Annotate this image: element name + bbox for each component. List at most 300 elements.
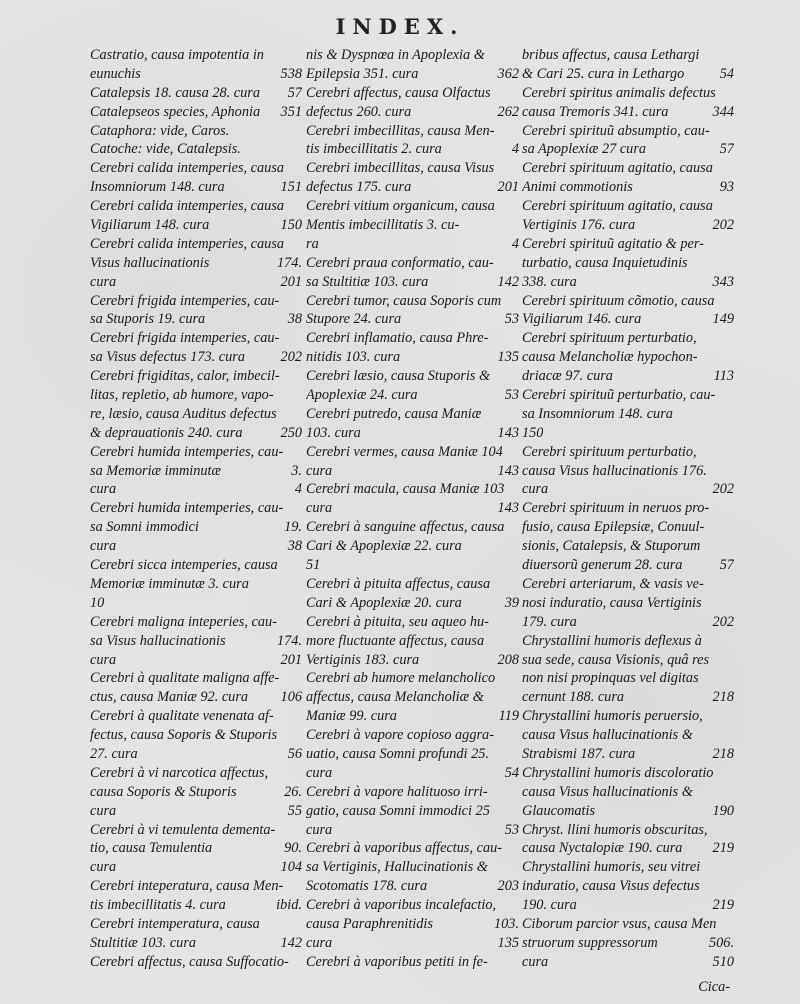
index-line: [306, 367, 519, 386]
index-line: [522, 424, 734, 443]
index-line: [522, 726, 734, 745]
index-entry-text: sa Somni immodici: [90, 519, 199, 536]
index-entry-text: more fluctuante affectus, causa: [306, 632, 485, 649]
index-page-ref: [730, 821, 734, 840]
index-entry-text: Catalepseos species, Aphonia: [90, 103, 261, 120]
index-page-ref: 262: [497, 103, 519, 120]
index-line: [306, 273, 519, 292]
index-page-ref: [298, 575, 302, 594]
index-entry-text: struorum suppressorum: [522, 934, 658, 951]
index-entry-text: Cerebri vitium organicum, causa: [306, 198, 495, 215]
index-entry-text: Cerebri à vi temulenta dementa-: [90, 821, 276, 838]
index-page-ref: 202: [712, 613, 734, 630]
index-line: [90, 348, 302, 367]
index-entry-text: 103. cura: [306, 424, 361, 441]
index-line: [522, 140, 734, 159]
index-line: [522, 462, 734, 481]
index-page-ref: [730, 726, 734, 745]
index-line: [90, 858, 302, 877]
index-page-ref: [515, 613, 519, 632]
index-entry-text: Memoriæ imminutæ 3. cura: [90, 575, 249, 592]
index-line: [90, 405, 302, 424]
index-page-ref: [298, 367, 302, 386]
index-entry-text: causa Paraphrenitidis: [306, 915, 433, 932]
index-page-ref: [730, 518, 734, 537]
index-line: [306, 443, 519, 462]
index-page-ref: [730, 329, 734, 348]
index-entry-text: Stupore 24. cura: [306, 311, 402, 328]
index-page-ref: [730, 575, 734, 594]
index-line: [90, 46, 302, 65]
index-entry-text: Cerebri spirituum perturbatio,: [522, 443, 697, 460]
index-page-ref: [298, 122, 302, 141]
index-line: [522, 235, 734, 254]
index-entry-text: Stultitiæ 103. cura: [90, 934, 197, 951]
index-page-ref: [298, 556, 302, 575]
index-page-ref: [730, 877, 734, 896]
index-page-ref: [515, 953, 519, 972]
index-entry-text: ra: [306, 235, 319, 252]
index-line: [306, 159, 519, 178]
index-entry-text: Cerebri à vaporibus incalefactio,: [306, 897, 497, 914]
index-entry-text: sa Visus hallucinationis: [90, 632, 226, 649]
index-line: [306, 386, 519, 405]
index-line: [306, 197, 519, 216]
index-page-ref: [730, 254, 734, 273]
index-entry-text: Cerebri frigiditas, calor, imbecil-: [90, 368, 280, 385]
index-line: [306, 783, 519, 802]
index-page-ref: [298, 140, 302, 159]
index-page-ref: [730, 537, 734, 556]
index-line: [306, 140, 519, 159]
index-entry-text: non nisi propinquas vel digitas: [522, 670, 699, 687]
index-line: [90, 745, 302, 764]
index-line: [522, 877, 734, 896]
index-page-ref: [730, 858, 734, 877]
index-entry-text: Cerebri sicca intemperies, causa: [90, 557, 278, 574]
index-line: [306, 688, 519, 707]
index-line: [306, 65, 519, 84]
index-entry-text: Chrystallini humoris discoloratio: [522, 764, 714, 781]
index-entry-text: Vigiliarum 146. cura: [522, 311, 642, 328]
index-line: [522, 405, 734, 424]
index-entry-text: Cerebri calida intemperies, causa: [90, 198, 285, 215]
index-line: [306, 556, 519, 575]
index-entry-text: cura: [306, 462, 333, 479]
index-page-ref: 103.: [493, 915, 519, 932]
index-entry-text: 27. cura: [90, 745, 138, 762]
index-line: [306, 84, 519, 103]
index-page-ref: [730, 424, 734, 443]
index-line: [522, 443, 734, 462]
index-page-ref: [515, 802, 519, 821]
index-entry-text: Mentis imbecillitatis 3. cu-: [306, 217, 460, 234]
index-line: [90, 499, 302, 518]
index-line: [90, 480, 302, 499]
index-line: [90, 329, 302, 348]
index-page-ref: 142: [280, 934, 302, 951]
index-entry-text: Cerebri spirituum perturbatio,: [522, 330, 697, 347]
index-entry-text: causa Visus hallucinationis 176.: [522, 462, 707, 479]
index-line: [90, 764, 302, 783]
index-page-ref: [515, 783, 519, 802]
index-entry-text: fusio, causa Epilepsiæ, Conuul-: [522, 519, 705, 536]
index-page-ref: [515, 858, 519, 877]
index-line: [522, 348, 734, 367]
index-entry-text: cura: [90, 538, 117, 555]
index-line: [306, 537, 519, 556]
index-line: [522, 594, 734, 613]
index-entry-text: fectus, causa Soporis & Stuporis: [90, 727, 278, 744]
index-page-ref: 143: [497, 500, 519, 517]
index-line: [90, 235, 302, 254]
index-entry-text: Epilepsia 351. cura: [306, 65, 419, 82]
index-entry-text: Chryst. llini humoris obscuritas,: [522, 821, 708, 838]
index-entry-text: Cerebri læsio, causa Stuporis &: [306, 368, 491, 385]
index-page-ref: 343: [712, 273, 734, 290]
index-entry-text: 10: [90, 594, 105, 611]
index-page-ref: 202: [712, 481, 734, 498]
index-line: [306, 122, 519, 141]
index-line: [306, 499, 519, 518]
index-entry-text: Cerebri calida intemperies, causa: [90, 235, 285, 252]
index-entry-text: cura: [306, 821, 333, 838]
index-entry-text: Cerebri à qualitate maligna affe-: [90, 670, 280, 687]
index-line: [522, 707, 734, 726]
index-entry-text: driacæ 97. cura: [522, 368, 613, 385]
index-page-ref: [298, 594, 302, 613]
index-entry-text: cura: [522, 481, 549, 498]
index-entry-text: causa Visus hallucinationis &: [522, 783, 693, 800]
index-line: [90, 140, 302, 159]
index-entry-text: Cerebri calida intemperies, causa: [90, 160, 285, 177]
index-page-ref: 202: [280, 349, 302, 366]
index-entry-text: tis imbecillitatis 2. cura: [306, 141, 442, 158]
index-line: [90, 65, 302, 84]
index-entry-text: litas, repletio, ab humore, vapo-: [90, 387, 274, 404]
index-line: [522, 669, 734, 688]
index-entry-text: Castratio, causa impotentia in: [90, 47, 264, 63]
index-entry-text: Cerebri humida intemperies, cau-: [90, 500, 284, 517]
index-line: [90, 839, 302, 858]
index-page-ref: [515, 159, 519, 178]
index-entry-text: 190. cura: [522, 897, 577, 914]
index-entry-text: cura: [90, 481, 117, 498]
index-page-ref: 142: [497, 273, 519, 290]
index-page-ref: [515, 329, 519, 348]
index-entry-text: induratio, causa Visus defectus: [522, 878, 700, 895]
index-page-ref: 104: [280, 859, 302, 876]
index-page-ref: [730, 669, 734, 688]
index-page-ref: 174.: [276, 254, 302, 271]
index-line: [306, 613, 519, 632]
index-line: [90, 632, 302, 651]
index-entry-text: Chrystallini humoris, seu vitrei: [522, 859, 701, 876]
index-entry-text: cura: [306, 500, 333, 517]
index-entry-text: Ciborum parcior vsus, causa Men: [522, 915, 717, 932]
index-page-ref: ibid.: [276, 897, 302, 914]
index-line: [306, 802, 519, 821]
index-entry-text: Cerebri intemperatura, causa: [90, 915, 260, 932]
index-page-ref: [515, 896, 519, 915]
index-page-ref: 119: [498, 708, 519, 725]
index-line: [90, 424, 302, 443]
index-page-ref: 53: [504, 821, 519, 838]
index-page-ref: [515, 84, 519, 103]
index-line: [522, 197, 734, 216]
index-line: [90, 953, 302, 972]
index-entry-text: cura: [90, 273, 117, 290]
index-page-ref: 150: [280, 217, 302, 234]
catchword: Cica-: [698, 979, 730, 995]
index-entry-text: Cerebri à sanguine affectus, causa: [306, 519, 505, 536]
index-page-ref: [298, 764, 302, 783]
index-line: [306, 329, 519, 348]
index-entry-text: cura: [522, 953, 549, 970]
index-entry-text: sua sede, causa Visionis, quâ res: [522, 651, 710, 668]
index-line: [90, 292, 302, 311]
index-line: [306, 348, 519, 367]
index-page-ref: [730, 764, 734, 783]
index-page-ref: [298, 159, 302, 178]
index-entry-text: Cerebri inteperatura, causa Men-: [90, 878, 284, 895]
index-entry-text: cernunt 188. cura: [522, 689, 625, 706]
index-line: [90, 726, 302, 745]
index-line: [90, 462, 302, 481]
index-line: [90, 613, 302, 632]
index-line: [522, 65, 734, 84]
index-page-ref: 219: [712, 840, 734, 857]
index-line: [522, 159, 734, 178]
index-entry-text: Cerebri ab humore melancholico: [306, 670, 496, 687]
index-entry-text: Strabismi 187. cura: [522, 745, 636, 762]
index-page-ref: 143: [497, 424, 519, 441]
index-line: [522, 122, 734, 141]
index-line: [522, 688, 734, 707]
index-line: [522, 783, 734, 802]
index-page-ref: [730, 292, 734, 311]
index-page-ref: [730, 707, 734, 726]
index-column-1: [90, 46, 302, 972]
index-entry-text: Cerebri macula, causa Maniæ 103: [306, 481, 505, 498]
index-page-ref: [515, 122, 519, 141]
index-page-ref: 250: [280, 424, 302, 441]
index-page-ref: [298, 707, 302, 726]
index-entry-text: 338. cura: [522, 273, 577, 290]
index-page-ref: 143: [497, 462, 519, 479]
index-page-ref: 201: [280, 273, 302, 290]
index-page-ref: [298, 953, 302, 972]
index-page-ref: 4: [511, 141, 519, 158]
index-page-ref: 106: [280, 689, 302, 706]
index-line: [306, 216, 519, 235]
index-line: [90, 518, 302, 537]
index-entry-text: Cerebri spiritus animalis defectus: [522, 84, 716, 101]
index-entry-text: Apoplexiæ 24. cura: [306, 387, 418, 404]
index-entry-text: Cerebri à vapore halituoso irri-: [306, 783, 488, 800]
index-entry-text: Cari & Apoplexiæ 22. cura: [306, 538, 462, 555]
index-page-ref: [298, 499, 302, 518]
index-line: [90, 178, 302, 197]
index-line: [90, 915, 302, 934]
index-entry-text: sa Stultitiæ 103. cura: [306, 273, 429, 290]
index-line: [522, 292, 734, 311]
index-entry-text: Cerebri à qualitate venenata af-: [90, 708, 274, 725]
index-entry-text: affectus, causa Melancholiæ &: [306, 689, 484, 706]
index-entry-text: nitidis 103. cura: [306, 349, 401, 366]
index-line: [306, 575, 519, 594]
index-entry-text: Cerebri à vi narcotica affectus,: [90, 764, 269, 781]
index-line: [522, 103, 734, 122]
index-entry-text: Vertiginis 176. cura: [522, 217, 636, 234]
index-page-ref: 38: [287, 311, 302, 328]
index-entry-text: 150: [522, 424, 544, 441]
index-line: [306, 518, 519, 537]
index-line: [522, 613, 734, 632]
index-page-ref: 38: [287, 538, 302, 555]
index-entry-text: Cerebri à vaporibus petiti in fe-: [306, 953, 488, 970]
index-page-ref: 510: [712, 953, 734, 970]
index-entry-text: 51: [306, 557, 321, 574]
index-line: [306, 858, 519, 877]
index-page-ref: [298, 821, 302, 840]
index-line: [306, 480, 519, 499]
index-entry-text: Cerebri spirituũ agitatio & per-: [522, 235, 704, 252]
index-line: [522, 216, 734, 235]
index-line: [306, 235, 519, 254]
index-entry-text: Cerebri putredo, causa Maniæ: [306, 405, 482, 422]
index-entry-text: tis imbecillitatis 4. cura: [90, 897, 226, 914]
index-page-ref: [730, 122, 734, 141]
index-page-ref: [730, 197, 734, 216]
index-page-ref: [730, 915, 734, 934]
index-line: [522, 329, 734, 348]
index-page-ref: [298, 235, 302, 254]
index-line: [522, 632, 734, 651]
index-line: [306, 424, 519, 443]
index-line: [306, 726, 519, 745]
index-page-ref: 113: [713, 368, 734, 385]
index-entry-text: Maniæ 99. cura: [306, 708, 397, 725]
index-page-ref: 506.: [708, 934, 734, 951]
index-line: [90, 273, 302, 292]
index-page-ref: [515, 556, 519, 575]
index-entry-text: Cerebri imbecillitas, causa Visus: [306, 160, 495, 177]
index-entry-text: gatio, causa Somni immodici 25: [306, 802, 490, 819]
index-entry-text: Cerebri frigida intemperies, cau-: [90, 292, 280, 309]
index-page-ref: [730, 348, 734, 367]
index-page-ref: [730, 405, 734, 424]
index-entry-text: Cerebri affectus, causa Olfactus: [306, 84, 491, 101]
index-page-ref: 344: [712, 103, 734, 120]
index-page-ref: [515, 292, 519, 311]
index-page-ref: [298, 386, 302, 405]
index-line: [522, 934, 734, 953]
index-entry-text: causa Tremoris 341. cura: [522, 103, 669, 120]
index-page-ref: 201: [280, 651, 302, 668]
index-line: [90, 688, 302, 707]
index-entry-text: Vigiliarum 148. cura: [90, 217, 210, 234]
index-entry-text: cura: [306, 934, 333, 951]
index-line: [306, 821, 519, 840]
index-line: [306, 632, 519, 651]
index-page-ref: [515, 688, 519, 707]
index-entry-text: sa Apoplexiæ 27 cura: [522, 141, 647, 158]
index-entry-text: causa Nyctalopiæ 190. cura: [522, 840, 683, 857]
index-line: [522, 386, 734, 405]
index-line: [522, 953, 734, 972]
index-entry-text: cura: [90, 651, 117, 668]
index-page-ref: 4: [294, 481, 302, 498]
index-entry-text: Catalepsis 18. causa 28. cura: [90, 84, 260, 101]
index-line: [306, 310, 519, 329]
index-line: [522, 575, 734, 594]
index-page-ref: [298, 405, 302, 424]
index-line: [522, 273, 734, 292]
index-line: [306, 46, 519, 65]
index-line: [90, 575, 302, 594]
index-page-ref: 151: [280, 179, 302, 196]
index-page-ref: 3.: [291, 462, 302, 479]
index-page-ref: [298, 292, 302, 311]
index-entry-text: ctus, causa Maniæ 92. cura: [90, 689, 249, 706]
index-line: [90, 934, 302, 953]
index-page-ref: [515, 197, 519, 216]
index-entry-text: nis & Dyspnœa in Apoplexia &: [306, 47, 485, 63]
index-entry-text: sa Memoriæ imminutæ: [90, 462, 222, 479]
index-entry-text: causa Visus hallucinationis &: [522, 727, 693, 744]
index-entry-text: Glaucomatis: [522, 802, 596, 819]
index-line: [522, 839, 734, 858]
index-line: [522, 254, 734, 273]
index-entry-text: Cerebri maligna inteperies, cau-: [90, 613, 277, 630]
index-entry-text: cura: [90, 859, 117, 876]
index-page-ref: [515, 254, 519, 273]
index-entry-text: Cerebri spirituum agitatio, causa: [522, 198, 713, 215]
index-line: [306, 764, 519, 783]
index-page-ref: [515, 480, 519, 499]
page-header: INDEX.: [335, 14, 465, 39]
index-page-ref: [730, 46, 734, 65]
index-entry-text: nosi induratio, causa Vertiginis: [522, 594, 702, 611]
index-column-2: [306, 46, 519, 972]
index-page-ref: 362: [497, 65, 519, 82]
index-line: [306, 707, 519, 726]
index-page-ref: [298, 197, 302, 216]
index-page-ref: 351: [280, 103, 302, 120]
index-entry-text: Cerebri à vapore copioso aggra-: [306, 727, 494, 744]
index-entry-text: Insomniorum 148. cura: [90, 179, 225, 196]
index-page-ref: [298, 669, 302, 688]
index-entry-text: sa Vertiginis, Hallucinationis &: [306, 859, 488, 876]
index-line: [522, 764, 734, 783]
index-line: [306, 254, 519, 273]
index-page-ref: [730, 632, 734, 651]
index-entry-text: causa Melancholiæ hypochon-: [522, 349, 698, 366]
index-entry-text: & Cari 25. cura in Lethargo: [522, 65, 685, 82]
index-line: [306, 934, 519, 953]
index-page-ref: 53: [504, 387, 519, 404]
index-line: [522, 367, 734, 386]
index-line: [90, 122, 302, 141]
index-line: [90, 669, 302, 688]
index-page-ref: [730, 783, 734, 802]
index-page-ref: 135: [497, 349, 519, 366]
index-page-ref: 90.: [284, 840, 302, 857]
index-page-ref: 26.: [284, 783, 302, 800]
index-page-ref: [730, 386, 734, 405]
index-line: [522, 499, 734, 518]
